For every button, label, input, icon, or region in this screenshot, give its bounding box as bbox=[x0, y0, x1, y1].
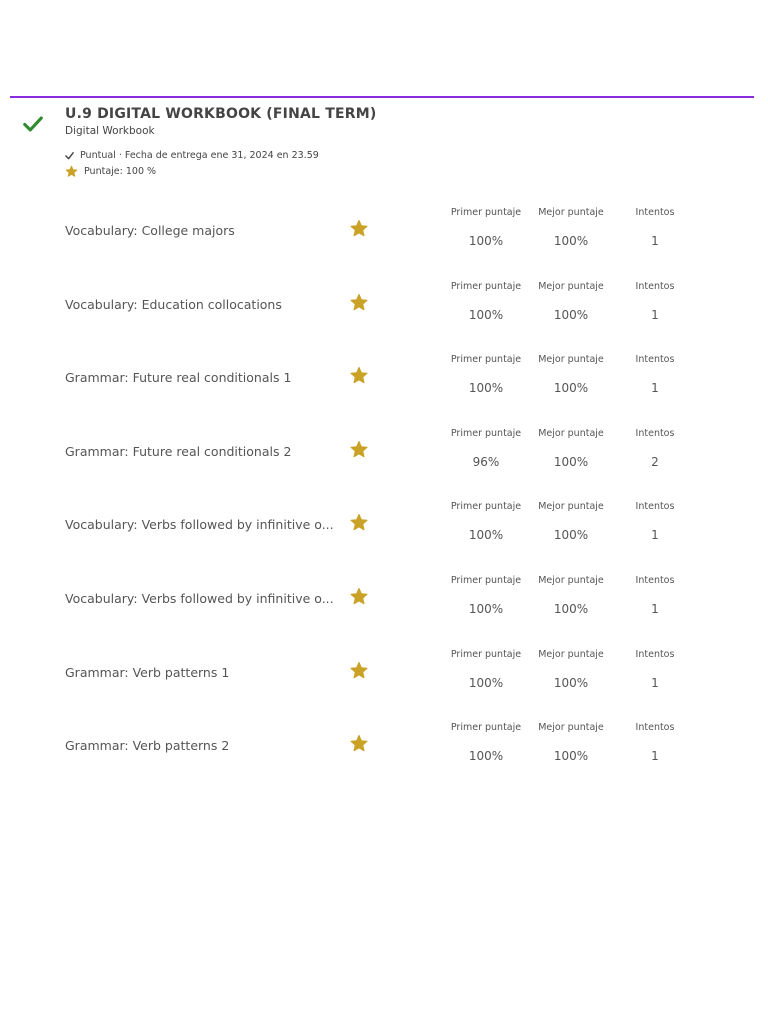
first-score-column bbox=[441, 649, 531, 690]
activity-name[interactable]: Grammar: Verb patterns 1 bbox=[65, 664, 230, 680]
activity-row bbox=[0, 344, 768, 418]
activity-row bbox=[0, 271, 768, 345]
attempts-column bbox=[610, 575, 700, 616]
star-icon bbox=[349, 734, 369, 753]
best-score-column bbox=[526, 501, 616, 542]
attempts-value: 1 bbox=[651, 307, 659, 322]
attempts-value: 1 bbox=[651, 675, 659, 690]
first-score-label: Primer puntaje bbox=[450, 501, 522, 513]
best-score-column bbox=[526, 354, 616, 395]
score-text: Puntaje: 100 % bbox=[84, 166, 157, 177]
best-score-value: 100% bbox=[553, 381, 589, 396]
best-score-value: 100% bbox=[553, 234, 589, 248]
star-icon bbox=[349, 219, 369, 238]
attempts-value: 1 bbox=[651, 234, 659, 248]
first-score-column bbox=[441, 281, 531, 322]
activity-row bbox=[0, 418, 768, 492]
header-divider bbox=[10, 96, 754, 98]
activity-name[interactable]: Vocabulary: Verbs followed by infinitive o... bbox=[65, 517, 334, 533]
attempts-label: Intentos bbox=[635, 648, 675, 660]
activity-name[interactable]: Vocabulary: Education collocations bbox=[65, 296, 282, 312]
best-score-value: 100% bbox=[553, 454, 589, 469]
first-score-label: Primer puntaje bbox=[450, 280, 522, 292]
best-score-value: 100% bbox=[553, 601, 589, 616]
activity-name[interactable]: Grammar: Future real conditionals 2 bbox=[65, 443, 292, 459]
best-score-value: 100% bbox=[553, 307, 589, 322]
assignment-subtitle: Digital Workbook bbox=[65, 125, 155, 137]
attempts-value: 1 bbox=[651, 528, 659, 543]
star-icon bbox=[349, 513, 369, 532]
due-date-row bbox=[65, 150, 385, 161]
attempts-column bbox=[610, 281, 700, 322]
first-score-value: 100% bbox=[468, 749, 504, 764]
best-score-label: Mejor puntaje bbox=[538, 722, 604, 734]
best-score-label: Mejor puntaje bbox=[538, 207, 604, 218]
best-score-column bbox=[526, 428, 616, 469]
on-time-check-icon bbox=[65, 151, 74, 160]
first-score-column bbox=[441, 722, 531, 763]
star-icon bbox=[349, 587, 369, 606]
star-icon bbox=[65, 165, 78, 178]
activity-row bbox=[0, 712, 768, 786]
attempts-value: 2 bbox=[651, 454, 659, 469]
attempts-column bbox=[610, 649, 700, 690]
best-score-value: 100% bbox=[553, 528, 589, 543]
best-score-label: Mejor puntaje bbox=[538, 354, 604, 366]
activity-name[interactable]: Grammar: Future real conditionals 1 bbox=[65, 370, 292, 386]
activity-row bbox=[0, 639, 768, 713]
best-score-label: Mejor puntaje bbox=[538, 648, 604, 660]
attempts-label: Intentos bbox=[635, 280, 675, 292]
best-score-label: Mejor puntaje bbox=[538, 574, 604, 586]
best-score-label: Mejor puntaje bbox=[538, 501, 604, 513]
first-score-value: 100% bbox=[468, 307, 504, 322]
attempts-label: Intentos bbox=[635, 207, 675, 218]
first-score-column bbox=[441, 501, 531, 542]
first-score-label: Primer puntaje bbox=[450, 574, 522, 586]
first-score-label: Primer puntaje bbox=[450, 207, 522, 218]
first-score-column bbox=[441, 207, 531, 248]
first-score-value: 100% bbox=[468, 234, 504, 248]
best-score-value: 100% bbox=[553, 749, 589, 764]
attempts-column bbox=[610, 428, 700, 469]
completed-check-icon bbox=[22, 113, 44, 135]
first-score-label: Primer puntaje bbox=[450, 648, 522, 660]
best-score-column bbox=[526, 722, 616, 763]
first-score-value: 100% bbox=[468, 381, 504, 396]
attempts-label: Intentos bbox=[635, 501, 675, 513]
due-date-text: Puntual · Fecha de entrega ene 31, 2024 en 23.59 bbox=[80, 150, 319, 161]
assignment-title[interactable]: U.9 DIGITAL WORKBOOK (FINAL TERM) bbox=[65, 106, 377, 122]
attempts-value: 1 bbox=[651, 381, 659, 396]
attempts-column bbox=[610, 354, 700, 395]
first-score-label: Primer puntaje bbox=[450, 722, 522, 734]
first-score-value: 100% bbox=[468, 675, 504, 690]
activity-row bbox=[0, 491, 768, 565]
star-icon bbox=[349, 293, 369, 312]
score-row bbox=[65, 165, 385, 178]
best-score-column bbox=[526, 575, 616, 616]
attempts-label: Intentos bbox=[635, 427, 675, 439]
attempts-value: 1 bbox=[651, 749, 659, 764]
activity-row bbox=[0, 565, 768, 639]
first-score-label: Primer puntaje bbox=[450, 427, 522, 439]
attempts-column bbox=[610, 501, 700, 542]
activity-name[interactable]: Vocabulary: Verbs followed by infinitive o... bbox=[65, 590, 334, 606]
first-score-value: 96% bbox=[472, 454, 500, 469]
best-score-column bbox=[526, 281, 616, 322]
best-score-column bbox=[526, 207, 616, 248]
first-score-column bbox=[441, 575, 531, 616]
star-icon bbox=[349, 661, 369, 680]
best-score-label: Mejor puntaje bbox=[538, 427, 604, 439]
best-score-value: 100% bbox=[553, 675, 589, 690]
activity-list bbox=[0, 197, 768, 786]
activity-name[interactable]: Grammar: Verb patterns 2 bbox=[65, 738, 230, 754]
best-score-label: Mejor puntaje bbox=[538, 280, 604, 292]
star-icon bbox=[349, 366, 369, 385]
first-score-column bbox=[441, 354, 531, 395]
attempts-label: Intentos bbox=[635, 574, 675, 586]
attempts-label: Intentos bbox=[635, 354, 675, 366]
attempts-column bbox=[610, 722, 700, 763]
attempts-value: 1 bbox=[651, 601, 659, 616]
activity-name[interactable]: Vocabulary: College majors bbox=[65, 223, 235, 238]
activity-row bbox=[0, 197, 768, 271]
best-score-column bbox=[526, 649, 616, 690]
first-score-value: 100% bbox=[468, 528, 504, 543]
attempts-label: Intentos bbox=[635, 722, 675, 734]
star-icon bbox=[349, 440, 369, 459]
first-score-column bbox=[441, 428, 531, 469]
first-score-label: Primer puntaje bbox=[450, 354, 522, 366]
attempts-column bbox=[610, 207, 700, 248]
first-score-value: 100% bbox=[468, 601, 504, 616]
assignment-header bbox=[65, 106, 385, 178]
